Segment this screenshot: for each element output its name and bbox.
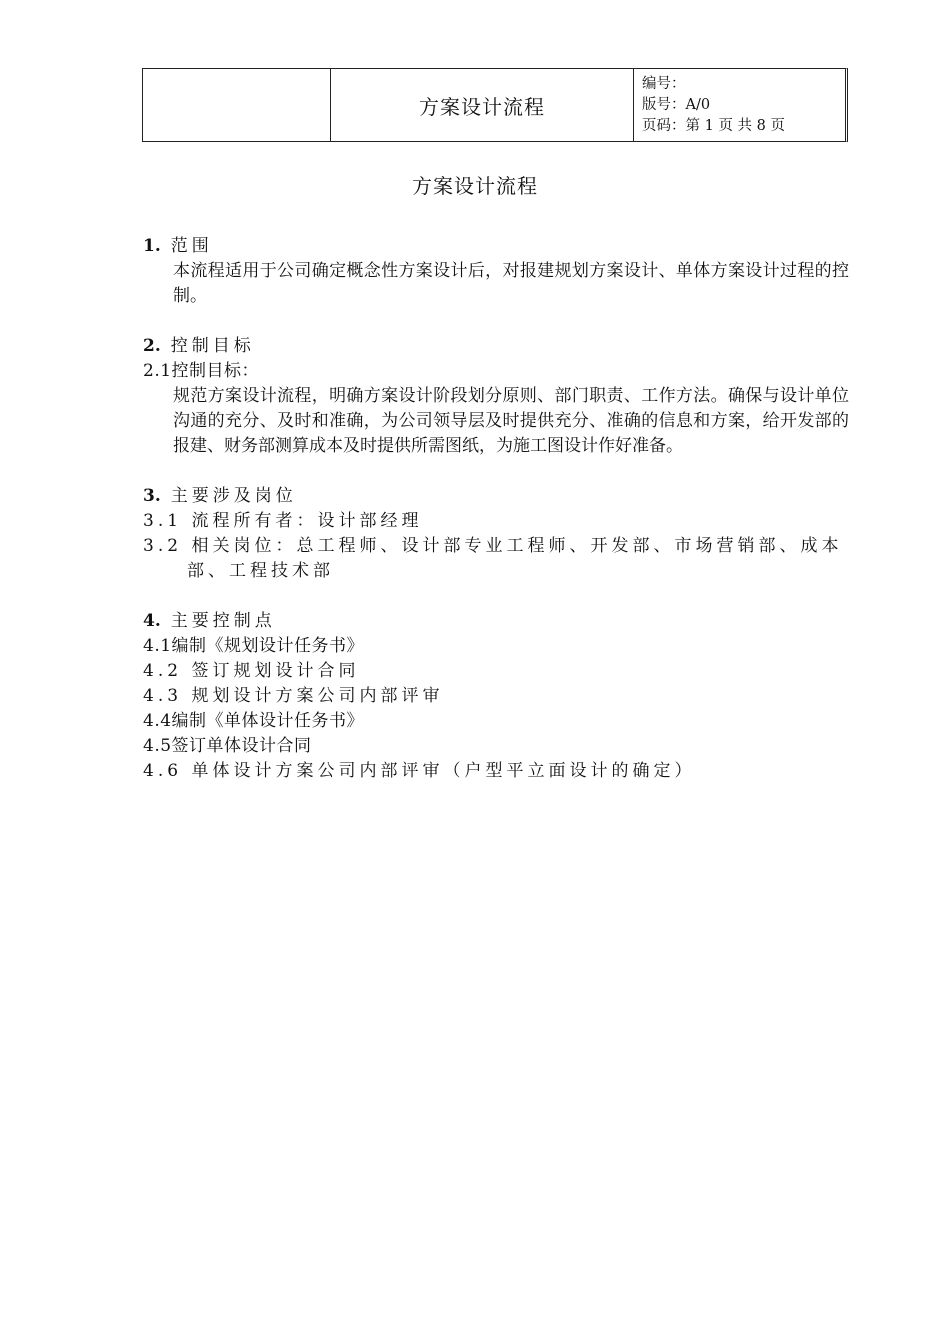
section-number: 2. <box>143 336 161 356</box>
list-item: 4.1编制《规划设计任务书》 <box>143 636 365 656</box>
section-number: 1. <box>143 236 161 256</box>
section-heading <box>143 334 849 359</box>
section-scope <box>143 234 849 309</box>
section-control-points <box>143 609 849 784</box>
list-item: 4.5签订单体设计合同 <box>143 736 312 756</box>
section-heading <box>143 234 849 259</box>
header-page: 页码：第 1 页 共 8 页 <box>642 118 785 134</box>
section-number: 4. <box>143 611 161 631</box>
list-item: 4.4编制《单体设计任务书》 <box>143 711 365 731</box>
list-item: 3.2 相关岗位：总工程师、设计部专业工程师、开发部、市场营销部、成本部、工程技术部 <box>143 536 843 581</box>
section-paragraph: 本流程适用于公司确定概念性方案设计后，对报建规划方案设计、单体方案设计过程的控制。 <box>173 261 849 306</box>
section-heading <box>143 484 849 509</box>
section-paragraph: 规范方案设计流程，明确方案设计阶段划分原则、部门职责、工作方法。确保与设计单位沟通的充分、及时和准确，为公司领导层及时提供充分、准确的信息和方案，给开发部的报建、财务部测算成本及时提供所需图纸，为施工图设计作好准备。 <box>173 386 849 456</box>
header-version: 版号：A/0 <box>642 97 711 113</box>
header-code: 编号： <box>642 76 686 92</box>
list-item: 4.2 签订规划设计合同 <box>143 661 360 681</box>
section-heading <box>143 609 849 634</box>
header-info-cell <box>634 69 845 141</box>
section-title: 控制目标 <box>170 336 255 356</box>
document-title: 方案设计流程 <box>412 174 538 198</box>
section-control-objectives <box>143 334 849 459</box>
header-title: 方案设计流程 <box>331 69 634 141</box>
section-positions <box>143 484 849 584</box>
list-item: 4.6 单体设计方案公司内部评审（户型平立面设计的确定） <box>143 761 696 781</box>
list-item: 4.3 规划设计方案公司内部评审 <box>143 686 444 706</box>
header-logo-cell <box>143 69 331 141</box>
subsection-heading: 2.1控制目标： <box>143 361 260 381</box>
document-body <box>143 234 849 809</box>
section-title: 主要控制点 <box>170 611 276 631</box>
section-title: 主要涉及岗位 <box>170 486 297 506</box>
list-item: 3.1 流程所有者：设计部经理 <box>143 511 423 531</box>
section-title: 范围 <box>170 236 213 256</box>
section-number: 3. <box>143 486 161 506</box>
header-table <box>142 68 848 142</box>
